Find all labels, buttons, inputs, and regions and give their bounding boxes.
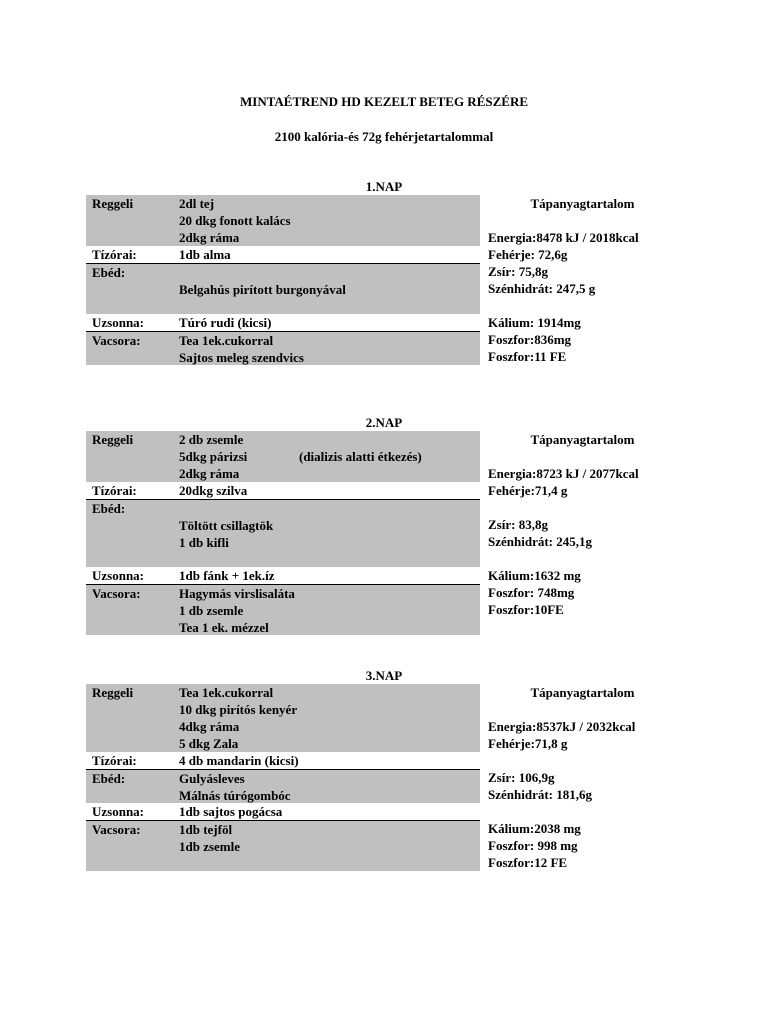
- meal-label: Vacsora:: [92, 822, 141, 837]
- meal-row-afternoon: [86, 567, 480, 584]
- nutrient-line: Foszfor:10FE: [488, 602, 564, 617]
- nutrient-line: Szénhidrát: 247,5 g: [488, 281, 596, 296]
- nutrient-line: Szénhidrát: 245,1g: [488, 534, 592, 549]
- meal-label: Ebéd:: [92, 501, 126, 516]
- nutrient-line: Fehérje:71,4 g: [488, 483, 568, 498]
- day-heading: 3.NAP: [365, 668, 403, 683]
- meal-item: 2 db zsemle: [179, 432, 244, 447]
- meal-item: 1db tejföl: [179, 822, 233, 837]
- meal-item: [179, 264, 346, 281]
- meal-row-afternoon: [86, 803, 480, 820]
- meal-item: 2dl tej: [179, 196, 215, 211]
- meal-label: Vacsora:: [92, 586, 141, 601]
- day-heading: 2.NAP: [365, 415, 403, 430]
- meal-item: 5dkg párizsi: [179, 449, 248, 464]
- meal-item: 1db fánk + 1ek.íz: [179, 568, 275, 583]
- meal-item: 4 db mandarin (kicsi): [179, 753, 299, 768]
- meal-item: 2dkg ráma: [179, 466, 240, 481]
- page-title: MINTAÉTREND HD KEZELT BETEG RÉSZÉRE: [239, 94, 528, 109]
- meal-row-snack: [86, 246, 480, 263]
- meal-item: 2dkg ráma: [179, 230, 240, 245]
- meal-row-lunch: [86, 769, 480, 803]
- meal-label: Vacsora:: [92, 333, 141, 348]
- meal-note: (dializis alatti étkezés): [299, 449, 422, 464]
- meal-row-snack: [86, 482, 480, 499]
- meal-item: 5 dkg Zala: [179, 736, 239, 751]
- meal-label: Tízórai:: [92, 753, 137, 768]
- meal-item: [179, 500, 273, 517]
- meal-row-dinner: [86, 331, 480, 365]
- meal-label: Ebéd:: [92, 771, 126, 786]
- meal-label: Tízórai:: [92, 247, 137, 262]
- meal-item: Tea 1ek.cukorral: [179, 685, 274, 700]
- page-subtitle: 2100 kalória-és 72g fehérjetartalommal: [274, 129, 494, 144]
- nutrient-line: Kálium:2038 mg: [488, 821, 581, 836]
- nutrient-line: Foszfor:11 FE: [488, 349, 567, 364]
- meal-item: [179, 855, 240, 872]
- nutrient-line: Foszfor: 998 mg: [488, 838, 578, 853]
- nutrient-line: Fehérje: 72,6g: [488, 247, 568, 262]
- meal-row-breakfast: [86, 684, 480, 752]
- meal-item: Málnás túrógombóc: [179, 788, 291, 803]
- meal-row-dinner: [86, 820, 480, 871]
- meal-item: Töltött csillagtök: [179, 518, 274, 533]
- nutrient-line: Foszfor: 748mg: [488, 585, 575, 600]
- meal-label: Tízórai:: [92, 483, 137, 498]
- nutrient-line: Foszfor:836mg: [488, 332, 572, 347]
- meal-label: Ebéd:: [92, 265, 126, 280]
- nutrient-line: Zsír: 75,8g: [488, 264, 548, 279]
- meal-label: Uzsonna:: [92, 804, 145, 819]
- nutrient-line: Szénhidrát: 181,6g: [488, 787, 592, 802]
- meal-label: Reggeli: [92, 196, 134, 211]
- meal-item: Tea 1 ek. mézzel: [179, 620, 269, 635]
- nutrient-line: Kálium: 1914mg: [488, 315, 581, 330]
- meal-table: [86, 195, 480, 365]
- nutrient-line: Fehérje:71,8 g: [488, 736, 568, 751]
- meal-item: 1db sajtos pogácsa: [179, 804, 283, 819]
- nutrient-line: Foszfor:12 FE: [488, 855, 568, 870]
- meal-label: Uzsonna:: [92, 568, 145, 583]
- nutrient-line: Zsír: 83,8g: [488, 517, 548, 532]
- meal-label: Reggeli: [92, 685, 134, 700]
- meal-item: 10 dkg pirítós kenyér: [179, 702, 298, 717]
- meal-item: 1db alma: [179, 247, 231, 262]
- nutrient-heading: Tápanyagtartalom: [530, 432, 635, 447]
- meal-row-snack: [86, 752, 480, 769]
- nutrient-line: Energia:8537kJ / 2032kcal: [488, 719, 636, 734]
- meal-row-breakfast: [86, 195, 480, 246]
- meal-item: [179, 551, 273, 568]
- nutrient-line: Energia:8723 kJ / 2077kcal: [488, 466, 639, 481]
- nutrient-line: Zsír: 106,9g: [488, 770, 555, 785]
- meal-item: Hagymás virslisaláta: [179, 586, 295, 601]
- meal-item: [179, 298, 346, 315]
- meal-label: Uzsonna:: [92, 315, 145, 330]
- meal-item: 1 db zsemle: [179, 603, 244, 618]
- meal-item: 1 db kifli: [179, 535, 229, 550]
- nutrient-line: Energia:8478 kJ / 2018kcal: [488, 230, 639, 245]
- meal-row-dinner: [86, 584, 480, 635]
- meal-item: Tea 1ek.cukorral: [179, 333, 274, 348]
- meal-table: [86, 684, 480, 871]
- meal-item: Sajtos meleg szendvics: [179, 350, 304, 365]
- nutrient-heading: Tápanyagtartalom: [530, 196, 635, 211]
- meal-item: 4dkg ráma: [179, 719, 240, 734]
- meal-item: Belgahús pirított burgonyával: [179, 282, 346, 297]
- meal-item: 20 dkg fonott kalács: [179, 213, 291, 228]
- meal-item: Gulyásleves: [179, 771, 245, 786]
- meal-item: 1db zsemle: [179, 839, 241, 854]
- meal-table: [86, 431, 480, 635]
- meal-row-lunch: [86, 499, 480, 567]
- meal-label: Reggeli: [92, 432, 134, 447]
- meal-row-lunch: [86, 263, 480, 314]
- meal-row-breakfast: [86, 431, 480, 482]
- nutrient-line: Kálium:1632 mg: [488, 568, 581, 583]
- meal-row-afternoon: [86, 314, 480, 331]
- day-heading: 1.NAP: [365, 179, 403, 194]
- meal-item: 20dkg szilva: [179, 483, 248, 498]
- nutrient-heading: Tápanyagtartalom: [530, 685, 635, 700]
- meal-item: Túró rudi (kicsi): [179, 315, 272, 330]
